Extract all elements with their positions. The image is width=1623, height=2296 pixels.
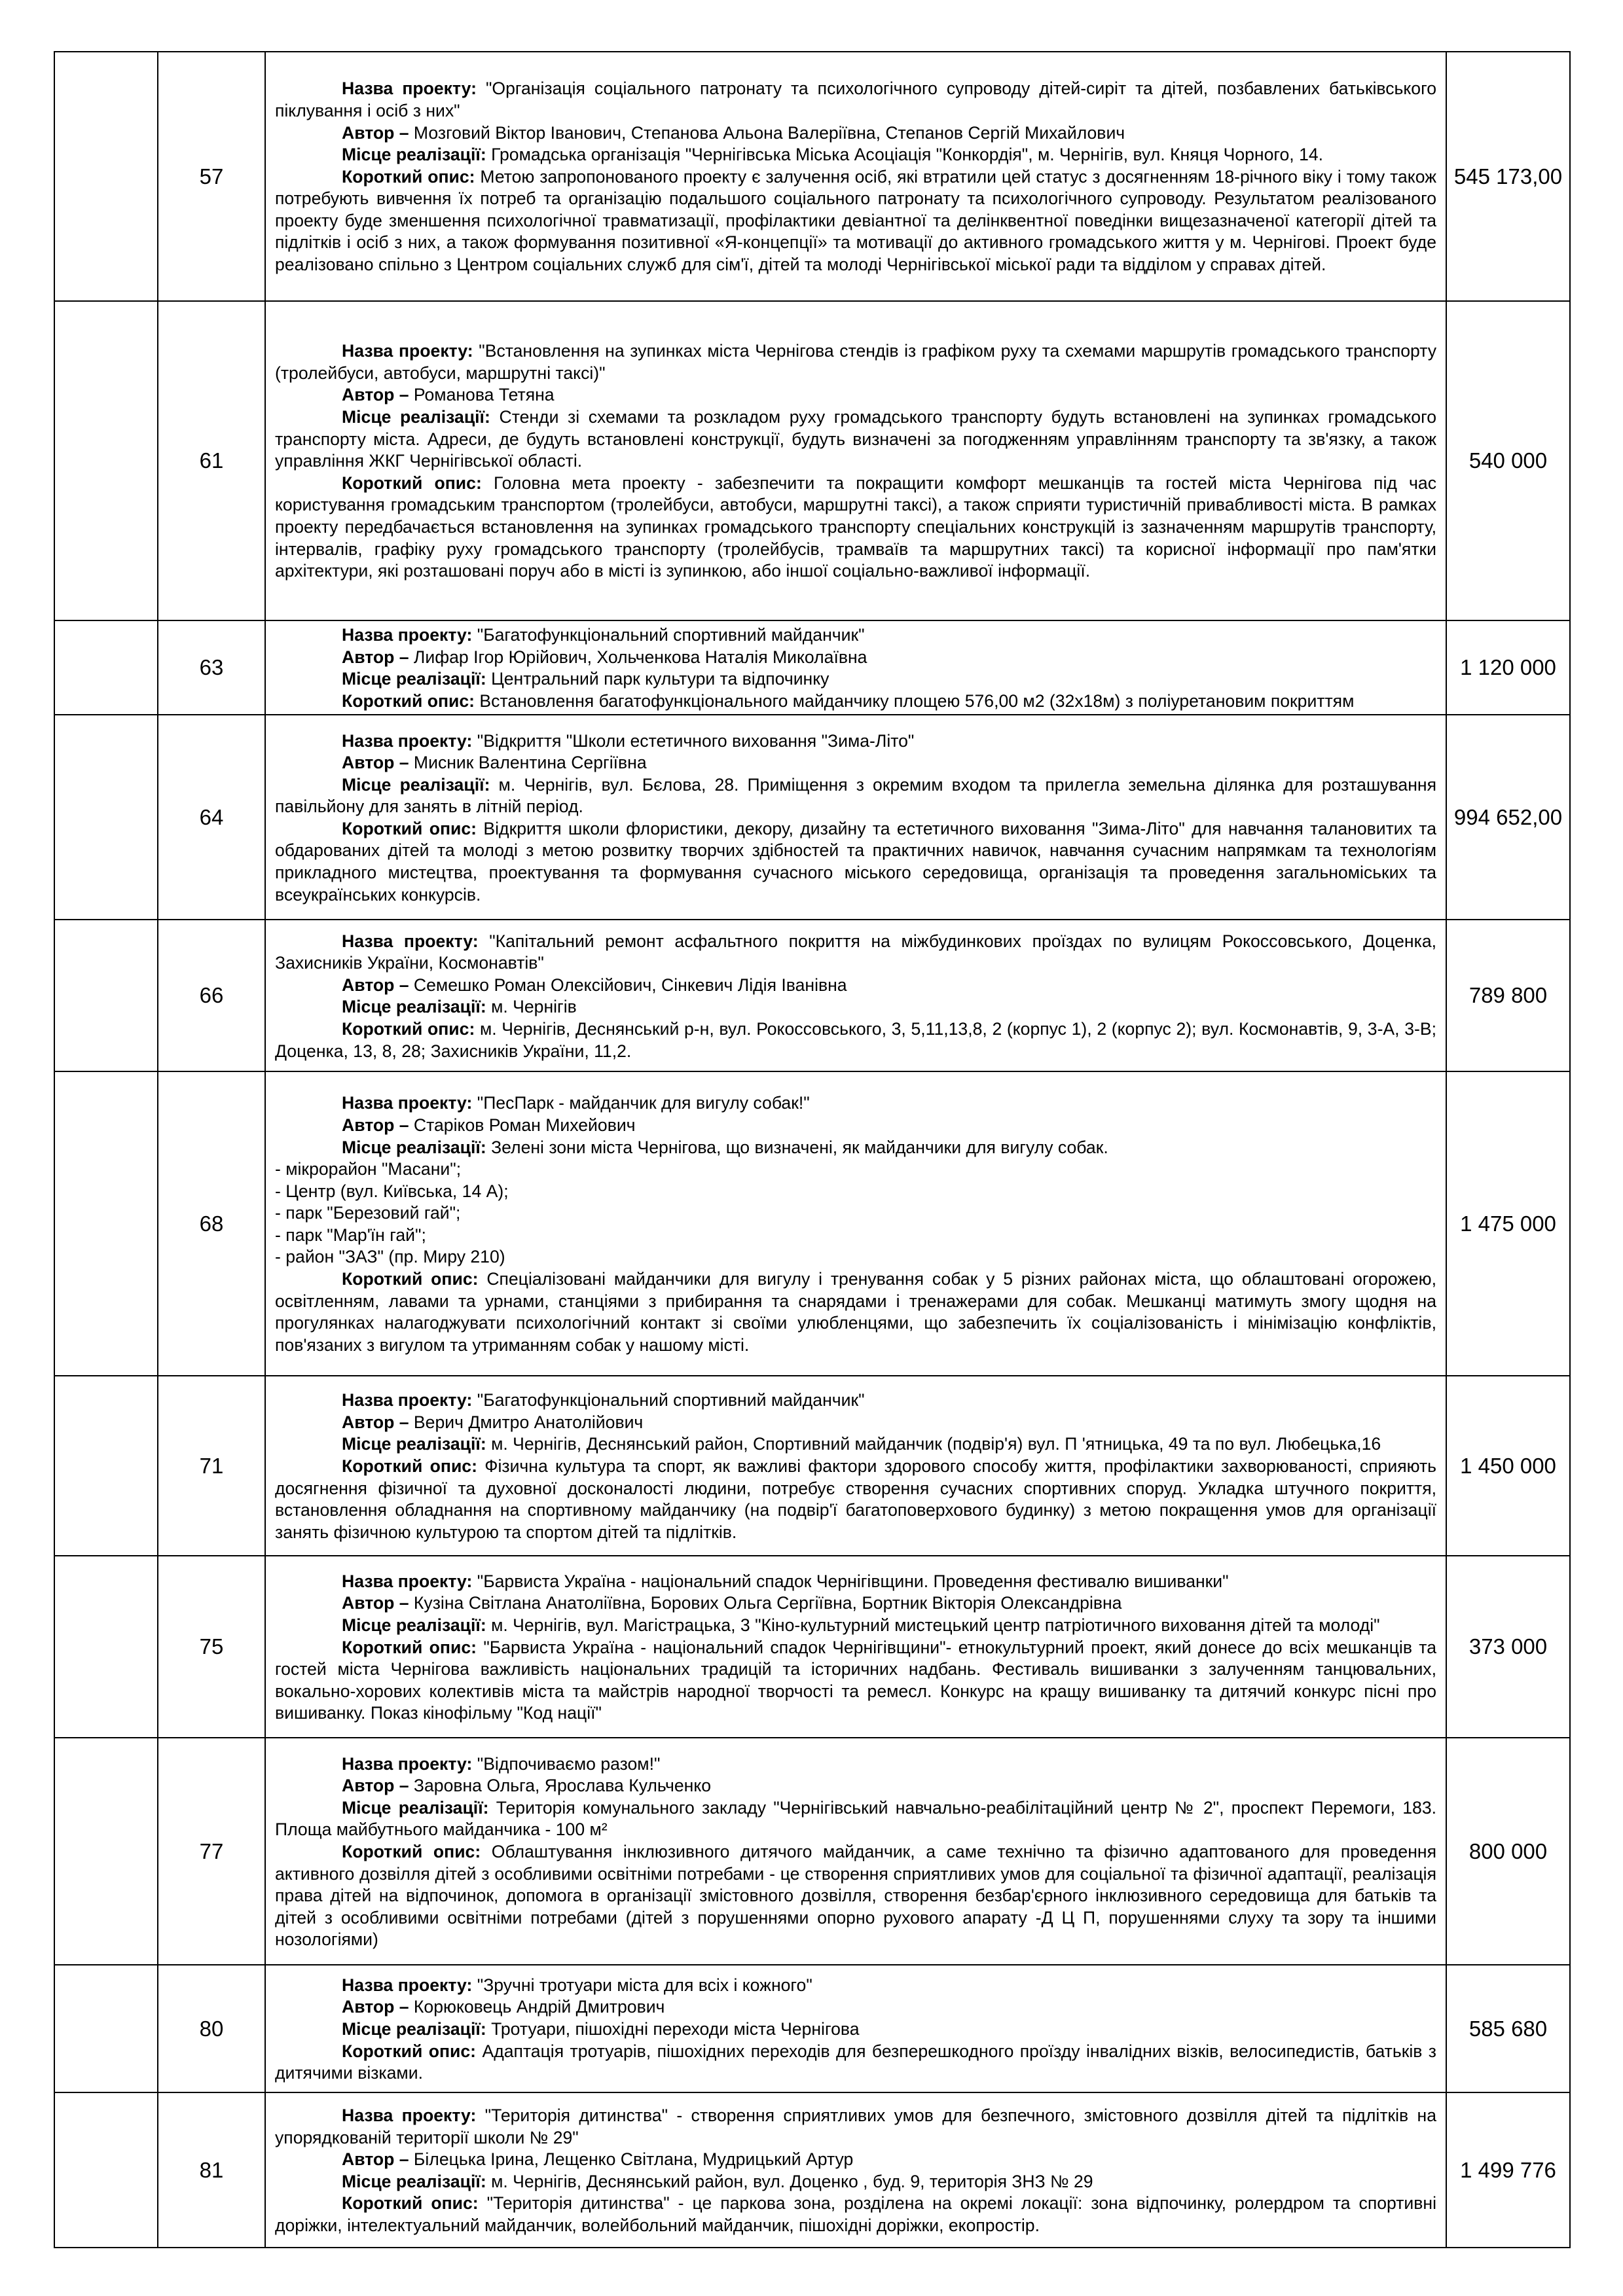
project-details	[265, 1738, 1446, 1965]
project-name-value: "Відкриття "Школи естетичного виховання "Зима-Літо"	[472, 730, 915, 751]
project-author	[275, 1592, 1436, 1615]
empty-cell	[54, 1738, 158, 1965]
project-name-label: Назва проекту:	[342, 1975, 473, 1995]
project-name-label: Назва проекту:	[342, 341, 473, 361]
project-details	[265, 1556, 1446, 1738]
project-amount: 994 652,00	[1446, 715, 1570, 920]
project-name-value: "Зручні тротуари міста для всіх і кожного"	[472, 1975, 812, 1995]
project-number: 66	[158, 920, 265, 1071]
project-author	[275, 122, 1436, 145]
project-place-value: м. Чернігів, Деснянський район, Спортивний майданчик (подвір'я) вул. П 'ятницька, 49 та по вул. Любецька,16	[486, 1434, 1381, 1454]
project-amount: 1 499 776	[1446, 2092, 1570, 2248]
project-author-value: Романова Тетяна	[409, 385, 555, 405]
project-place	[275, 1433, 1436, 1456]
project-author-label: Автор –	[342, 2149, 409, 2170]
project-details	[265, 1071, 1446, 1376]
project-amount: 545 173,00	[1446, 52, 1570, 301]
project-place	[275, 144, 1436, 166]
project-description	[275, 1268, 1436, 1356]
project-description	[275, 166, 1436, 276]
project-number: 64	[158, 715, 265, 920]
project-place-label: Місце реалізації:	[342, 145, 486, 165]
project-place	[275, 668, 1436, 691]
empty-cell	[54, 620, 158, 715]
project-name-label: Назва проекту:	[342, 1571, 473, 1591]
project-name	[275, 1975, 1436, 1997]
project-author-value: Білецька Ірина, Лещенко Світлана, Мудрицький Артур	[409, 2149, 854, 2170]
project-row	[54, 1376, 1570, 1556]
project-details	[265, 1965, 1446, 2092]
project-details	[265, 2092, 1446, 2248]
project-description-label: Короткий опис:	[342, 1637, 477, 1657]
empty-cell	[54, 1556, 158, 1738]
project-number: 68	[158, 1071, 265, 1376]
empty-cell	[54, 301, 158, 620]
project-name	[275, 1571, 1436, 1593]
empty-cell	[54, 920, 158, 1071]
project-number: 71	[158, 1376, 265, 1556]
project-row	[54, 301, 1570, 620]
project-row	[54, 620, 1570, 715]
project-description-label: Короткий опис:	[342, 1842, 481, 1862]
project-number: 61	[158, 301, 265, 620]
project-description-label: Короткий опис:	[342, 2041, 477, 2061]
project-place-value: Зелені зони міста Чернігова, що визначені, як майданчики для вигулу собак.	[486, 1137, 1108, 1157]
project-name-value: "Багатофункціональний спортивний майданчик"	[472, 1390, 865, 1410]
project-name	[275, 78, 1436, 122]
project-author-value: Верич Дмитро Анатолійович	[409, 1412, 644, 1432]
project-name-value: "Територія дитинства" - створення сприятливих умов для безпечного, змістовного дозвілля дітей та підлітків на упорядкованій території школи № 29"	[275, 2106, 1437, 2147]
project-description	[275, 1018, 1436, 1062]
project-description-value: Адаптація тротуарів, пішохідних переходів для безперешкодного проїзду інвалідних візків, велосипедистів, батьків з дитячими візками.	[275, 2041, 1436, 2083]
project-description-value: "Територія дитинства" - це паркова зона, розділена на окремі локації: зона відпочинку, ролердром та спортивні доріжки, інтелектуальний майданчик, волейбольний майданчик, пішохідні доріжки, екопростір.	[275, 2193, 1436, 2236]
project-name-value: "Організація соціального патронату та психологічного супроводу дітей-сиріт та дітей, позбавлених батьківського піклування і осіб з них"	[275, 79, 1436, 120]
project-details	[265, 715, 1446, 920]
project-place-value: Центральний парк культури та відпочинку	[486, 669, 830, 689]
project-place-label: Місце реалізації:	[342, 407, 490, 427]
project-place-label: Місце реалізації:	[342, 1137, 486, 1157]
project-place-label: Місце реалізації:	[342, 1434, 486, 1454]
project-description	[275, 1637, 1436, 1725]
project-author	[275, 752, 1436, 774]
project-details	[265, 301, 1446, 620]
project-number: 63	[158, 620, 265, 715]
empty-cell	[54, 1376, 158, 1556]
project-name-value: "Встановлення на зупинках міста Чернігова стендів із графіком руху та схемами маршрутів громадського транспорту (тролейбуси, автобуси, маршрутні таксі)"	[275, 341, 1436, 383]
project-details	[265, 620, 1446, 715]
project-name	[275, 931, 1436, 975]
project-amount: 1 120 000	[1446, 620, 1570, 715]
project-name	[275, 624, 1436, 647]
project-description-label: Короткий опис:	[342, 691, 475, 711]
project-place-label: Місце реалізації:	[342, 997, 486, 1017]
project-name-label: Назва проекту:	[342, 931, 479, 951]
empty-cell	[54, 52, 158, 301]
project-description-value: м. Чернігів, Деснянський р-н, вул. Рокоссовського, 3, 5,11,13,8, 2 (корпус 1), 2 (корпус 2); вул. Космонавтів, 9, 3-А, 3-В; Доценка, 13, 8, 28; Захисників України, 11,2.	[275, 1018, 1436, 1061]
project-row	[54, 52, 1570, 301]
project-author-value: Заровна Ольга, Ярослава Кульченко	[409, 1776, 712, 1796]
project-place-label: Місце реалізації:	[342, 1615, 486, 1635]
project-row	[54, 1071, 1570, 1376]
project-place-value: Стенди зі схемами та розкладом руху громадського транспорту будуть встановлені на зупинках громадського транспорту міста. Адреси, де будуть встановлені конструкції, будуть визначені за погодженням управлінням транспорту та зв'язку, а також управління ЖКГ Чернігівської області.	[275, 407, 1436, 471]
project-place-value: Громадська організація "Чернігівська Міська Асоціація "Конкордія", м. Чернігів, вул. Княця Чорного, 14.	[486, 145, 1324, 165]
project-name-label: Назва проекту:	[342, 2106, 477, 2126]
project-row	[54, 715, 1570, 920]
place-list-item: - мікрорайон "Масани";	[275, 1159, 462, 1179]
project-place-label: Місце реалізації:	[342, 1797, 489, 1818]
project-author-label: Автор –	[342, 385, 409, 405]
place-list-item: - парк "Березовий гай";	[275, 1203, 461, 1223]
project-number: 77	[158, 1738, 265, 1965]
project-description-label: Короткий опис:	[342, 166, 475, 187]
project-description-value: Спеціалізовані майданчики для вигулу і тренування собак у 5 різних районах міста, що облаштовані огорожею, освітленням, лавами та урнами, станціями з прибирання та снарядами і тренажерами для собак. Мешканці матимуть змогу щодня на прогулянках налагоджувати психологічний контакт зі своїми улюбленцями, що забезпечить їх соціалізованість і мінімізацію конфліктів, пов'язаних з вигулом та утриманням собак у нашому місті.	[275, 1269, 1436, 1355]
project-place-label: Місце реалізації:	[342, 669, 486, 689]
project-author	[275, 1775, 1436, 1797]
project-author	[275, 1115, 1436, 1137]
project-author-value: Мозговий Віктор Іванович, Степанова Альона Валеріївна, Степанов Сергій Михайлович	[409, 122, 1125, 143]
project-row	[54, 1556, 1570, 1738]
project-place-label: Місце реалізації:	[342, 2019, 486, 2039]
project-name	[275, 730, 1436, 753]
project-author-label: Автор –	[342, 1776, 409, 1796]
project-author	[275, 975, 1436, 997]
project-number: 75	[158, 1556, 265, 1738]
project-place-value: м. Чернігів, вул. Магістрацька, 3 "Кіно-культурний мистецький центр патріотичного виховання дітей та молоді"	[486, 1615, 1380, 1635]
project-amount: 373 000	[1446, 1556, 1570, 1738]
project-description-value: Облаштування інклюзивного дитячого майданчик, а саме технічно та фізично адаптованого для проведення активного дозвілля дітей з особливими освітніми потребами - це створення сприятливих умов для соціальної та фізичної адаптації, реалізація права дітей на відпочинок, допомога в організації змістовного дозвілля, створення безбар'єрного інклюзивного середовища для батьків та дітей з особливими освітніми потребами (дітей з порушеннями опорно рухового апарату -Д Ц П, порушеннями слуху та зору та іншими нозологіями)	[275, 1842, 1436, 1950]
project-amount: 540 000	[1446, 301, 1570, 620]
project-description-value: Метою запропонованого проекту є залучення осіб, які втратили цей статус з досягненням 18-річного віку і тому також потребують вивчення їх потреб та організацію подальшого соціального патронату та психологічного супроводу. Результатом реалізованого проекту буде зменшення психологічної травматизації, профілактики девіантної та делінквентної поведінки вищезазначеної категорії дітей та підлітків і осіб з них, а також формування позитивної «Я-концепції» та мотивації до активного громадського життя у м. Чернігові. Проект буде реалізовано спільно з Центром соціальних служб для сім'ї, дітей та молоді Чернігівської міської ради та відділом у справах дітей.	[275, 166, 1436, 275]
project-description-label: Короткий опис:	[342, 473, 482, 493]
project-amount: 800 000	[1446, 1738, 1570, 1965]
project-author-label: Автор –	[342, 122, 409, 143]
project-author-value: Кузіна Світлана Анатоліївна, Борових Ольга Сергіївна, Бортник Вікторія Олександрівна	[409, 1593, 1122, 1613]
project-description-label: Короткий опис:	[342, 2193, 479, 2214]
project-author-value: Лифар Ігор Юрійович, Хольченкова Наталія Миколаївна	[409, 647, 867, 667]
project-name-value: "Барвиста Україна - національний спадок Чернігівщини. Проведення фестивалю вишиванки"	[472, 1571, 1229, 1591]
project-name	[275, 1753, 1436, 1776]
project-place	[275, 406, 1436, 473]
project-place	[275, 1137, 1436, 1159]
projects-table-body	[54, 52, 1570, 2248]
project-row	[54, 1738, 1570, 1965]
project-author	[275, 1412, 1436, 1434]
project-name-value: "ПесПарк - майданчик для вигулу собак!"	[472, 1093, 810, 1113]
project-author-label: Автор –	[342, 1997, 409, 2017]
project-description	[275, 473, 1436, 583]
project-name	[275, 1390, 1436, 1412]
project-amount: 1 450 000	[1446, 1376, 1570, 1556]
project-description	[275, 2193, 1436, 2236]
project-number: 57	[158, 52, 265, 301]
empty-cell	[54, 1965, 158, 2092]
project-author-value: Корюковець Андрій Дмитрович	[409, 1997, 665, 2017]
project-amount: 1 475 000	[1446, 1071, 1570, 1376]
project-author	[275, 2149, 1436, 2171]
project-name-label: Назва проекту:	[342, 1093, 473, 1113]
project-name-label: Назва проекту:	[342, 79, 477, 99]
project-details	[265, 52, 1446, 301]
project-place-value: Тротуари, пішохідні переходи міста Чернігова	[486, 2019, 860, 2039]
project-description	[275, 691, 1436, 713]
project-description-label: Короткий опис:	[342, 818, 477, 838]
project-place	[275, 1615, 1436, 1637]
project-row	[54, 2092, 1570, 2248]
empty-cell	[54, 715, 158, 920]
project-name-value: "Капітальний ремонт асфальтного покриття на міжбудинкових проїздах по вулицям Рокоссовського, Доценка, Захисників України, Космонавтів"	[275, 931, 1436, 973]
project-place-value: м. Чернігів	[486, 997, 577, 1017]
project-description	[275, 1841, 1436, 1951]
project-name	[275, 1092, 1436, 1115]
project-details	[265, 1376, 1446, 1556]
project-author-label: Автор –	[342, 1115, 409, 1135]
project-name-value: "Багатофункціональний спортивний майданчик"	[472, 625, 865, 645]
projects-table	[54, 51, 1571, 2248]
project-author-label: Автор –	[342, 1593, 409, 1613]
project-description-label: Короткий опис:	[342, 1018, 475, 1039]
project-place	[275, 996, 1436, 1018]
project-author-value: Семешко Роман Олексійович, Сінкевич Лідія Іванівна	[409, 975, 847, 995]
project-place-label: Місце реалізації:	[342, 774, 490, 795]
project-description	[275, 1456, 1436, 1543]
project-description	[275, 2041, 1436, 2085]
project-name-value: "Відпочиваємо разом!"	[472, 1753, 661, 1774]
project-row	[54, 1965, 1570, 2092]
project-author	[275, 1996, 1436, 2018]
place-list-item: - Центр (вул. Київська, 14 А);	[275, 1181, 509, 1201]
project-description-label: Короткий опис:	[342, 1456, 477, 1477]
empty-cell	[54, 2092, 158, 2248]
project-author	[275, 384, 1436, 406]
project-place-value: Територія комунального закладу "Чернігівський навчально-реабілітаційний центр № 2", проспект Перемоги, 183. Площа майбутнього майданчика - 100 м²	[275, 1797, 1436, 1840]
project-description-label: Короткий опис:	[342, 1269, 479, 1289]
project-place-label: Місце реалізації:	[342, 2171, 486, 2191]
project-details	[265, 920, 1446, 1071]
project-description-value: Фізична культура та спорт, як важливі фактори здорового способу життя, профілактики захворюваності, сприяють досягнення фізичної та духовної досконалості людини, потребує створення сучасних спортивних споруд. Укладка штучного покриття, встановлення обладнання на спортивному майданчику (на подвір'ї багатоповерхового будинку) з метою покращення умов для організації занять фізичною культурою та спортом дітей та підлітків.	[275, 1456, 1436, 1542]
project-author-value: Мисник Валентина Сергіївна	[409, 753, 647, 773]
project-author-label: Автор –	[342, 753, 409, 773]
place-list-item: - парк "Мар'їн гай";	[275, 1225, 426, 1245]
project-amount: 789 800	[1446, 920, 1570, 1071]
project-author	[275, 647, 1436, 669]
project-name-label: Назва проекту:	[342, 1753, 473, 1774]
project-row	[54, 920, 1570, 1071]
project-author-value: Старіков Роман Михейович	[409, 1115, 636, 1135]
project-amount: 585 680	[1446, 1965, 1570, 2092]
project-name	[275, 2105, 1436, 2149]
project-author-label: Автор –	[342, 1412, 409, 1432]
project-name-label: Назва проекту:	[342, 625, 473, 645]
project-place	[275, 1797, 1436, 1841]
project-author-label: Автор –	[342, 975, 409, 995]
place-list-item: - район "ЗАЗ" (пр. Миру 210)	[275, 1247, 505, 1267]
project-place	[275, 2171, 1436, 2193]
project-number: 80	[158, 1965, 265, 2092]
empty-cell	[54, 1071, 158, 1376]
project-description	[275, 818, 1436, 906]
project-name-label: Назва проекту:	[342, 1390, 473, 1410]
project-place	[275, 774, 1436, 818]
project-place-value: м. Чернігів, вул. Бєлова, 28. Приміщення з окремим входом та прилегла земельна ділянка для розташування павільйону для занять в літній період.	[275, 774, 1436, 817]
project-description-value: Головна мета проекту - забезпечити та покращити комфорт мешканців та гостей міста Чернігова під час користування громадським транспортом (тролейбуси, автобуси, маршрутні таксі), а також сприяти туристичній привабливості міста. В рамках проекту передбачається встановлення на зупинках громадського транспорту спеціальних конструкцій із зазначенням маршрутів транспорту, інтервалів, графіку руху громадського транспорту (тролейбусів, трамваїв та маршрутних таксі) та корисної інформації про пам'ятки архітектури, які розташовані поруч або в місті із зупинкою, або іншої соціально-важливої інформації.	[275, 473, 1436, 581]
project-name-label: Назва проекту:	[342, 730, 473, 751]
project-description-value: Відкриття школи флористики, декору, дизайну та естетичного виховання "Зима-Літо" для навчання талановитих та обдарованих дітей та молоді з метою розвитку творчих здібностей та практичних навичок, навчання сучасним напрямкам та технологіям прикладного мистецтва, проектування та формування сучасного міського середовища, організація та проведення загальноміських та всеукраїнських конкурсів.	[275, 818, 1436, 905]
project-description-value: Встановлення багатофункціонального майданчику площею 576,00 м2 (32х18м) з поліуретановим покриттям	[475, 691, 1355, 711]
project-place-value: м. Чернігів, Деснянський район, вул. Доценко , буд. 9, територія ЗНЗ № 29	[486, 2171, 1093, 2191]
project-description-value: "Барвиста Україна - національний спадок Чернігівщини"- етнокультурний проект, який донесе до всіх мешканців та гостей міста Чернігова важливість національних традицій та історичних надбань. Фестиваль вишиванки з залученням танцювальних, вокально-хорових колективів міста та майстрів народної творчості та ремесл. Конкурс на кращу вишиванку та дитячий конкурс пісні про вишиванку. Показ кінофільму "Код нації"	[275, 1637, 1436, 1723]
project-number: 81	[158, 2092, 265, 2248]
project-author-label: Автор –	[342, 647, 409, 667]
project-name	[275, 340, 1436, 384]
project-place	[275, 2018, 1436, 2041]
